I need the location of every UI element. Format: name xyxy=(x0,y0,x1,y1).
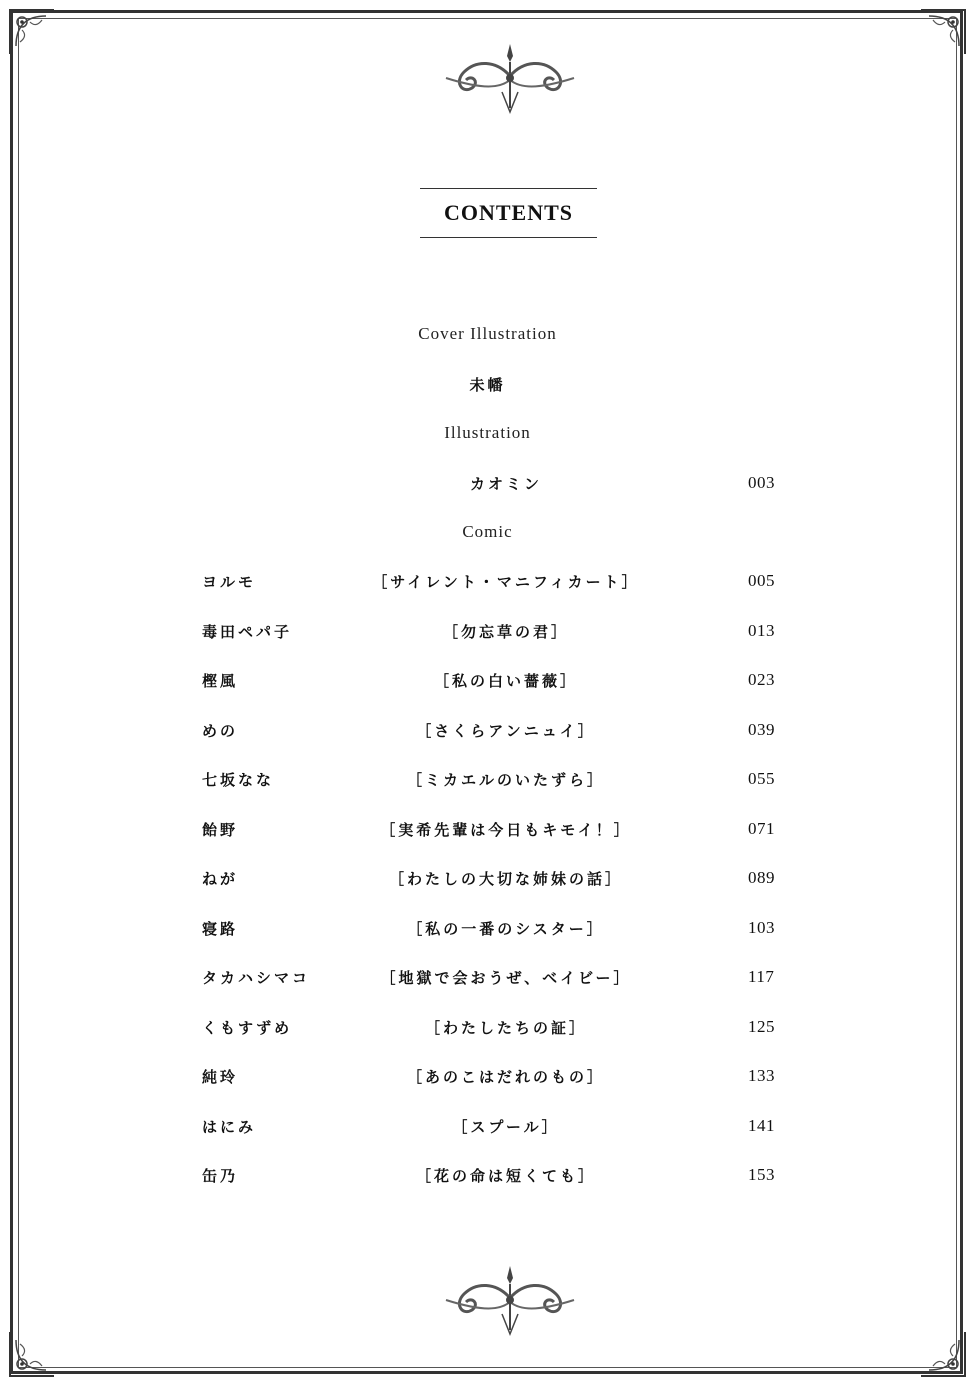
entry-title: ［勿忘草の君］ xyxy=(442,623,569,641)
page-number: 141 xyxy=(748,1116,775,1135)
entry-title: ［私の一番のシスター］ xyxy=(407,920,605,938)
entry-title: ［私の白い薔薇］ xyxy=(433,672,578,690)
list-item xyxy=(0,571,975,595)
entry-artist: くもすずめ xyxy=(202,1019,293,1037)
entry-title: ［ミカエルのいたずら］ xyxy=(406,771,605,789)
page-number: 055 xyxy=(748,769,775,788)
page-number: 039 xyxy=(748,720,775,739)
page-number: 071 xyxy=(748,819,775,838)
page-number: 089 xyxy=(748,868,775,887)
entry-title: ［花の命は短くても］ xyxy=(415,1167,596,1185)
list-item xyxy=(0,819,975,843)
page-number: 003 xyxy=(748,473,775,492)
entry-title: ［わたしの大切な姉妹の話］ xyxy=(388,870,623,888)
entry-title: ［さくらアンニュイ］ xyxy=(416,722,596,740)
list-item xyxy=(0,621,975,645)
entry-artist: めの xyxy=(202,722,239,740)
page-number: 133 xyxy=(748,1066,775,1085)
corner-ornament-icon xyxy=(917,1328,969,1380)
list-item xyxy=(0,720,975,744)
list-item xyxy=(0,769,975,793)
flourish-ornament-icon xyxy=(440,1264,580,1336)
list-item xyxy=(0,1116,975,1140)
list-item xyxy=(0,918,975,942)
list-item xyxy=(0,1165,975,1189)
page-number: 153 xyxy=(748,1165,775,1184)
illustration-label: Illustration xyxy=(444,423,531,442)
entry-artist: 七坂なな xyxy=(202,771,275,789)
entry-artist: 毒田ペパ子 xyxy=(202,623,293,641)
page-number: 023 xyxy=(748,670,775,689)
entry-artist: ねが xyxy=(202,870,239,888)
corner-ornament-icon xyxy=(6,1328,58,1380)
corner-ornament-icon xyxy=(6,6,58,58)
illustration-artist: カオミン xyxy=(469,475,542,493)
list-item xyxy=(0,967,975,991)
list-item xyxy=(0,670,975,694)
entry-artist: 樫風 xyxy=(202,672,239,690)
page-number: 117 xyxy=(748,967,775,986)
entry-artist: 純玲 xyxy=(202,1068,239,1086)
illustration-row xyxy=(0,473,975,497)
page-number: 125 xyxy=(748,1017,775,1036)
entry-title: ［地獄で会おうぜ、ベイビー］ xyxy=(380,969,632,987)
entry-title: ［実希先輩は今日もキモイ！］ xyxy=(380,821,632,839)
entry-title: ［サイレント・マニフィカート］ xyxy=(372,573,640,591)
entry-artist: ヨルモ xyxy=(202,573,257,591)
page-number: 103 xyxy=(748,918,775,937)
entry-title: ［スプール］ xyxy=(452,1118,560,1136)
entry-artist: 缶乃 xyxy=(202,1167,239,1185)
entry-artist: はにみ xyxy=(202,1118,257,1136)
entry-title: ［わたしたちの証］ xyxy=(424,1019,587,1037)
page-number: 005 xyxy=(748,571,775,590)
flourish-ornament-icon xyxy=(440,42,580,114)
page-title: CONTENTS xyxy=(443,200,574,225)
cover-illustration-label: Cover Illustration xyxy=(418,324,557,343)
list-item xyxy=(0,1066,975,1090)
comic-label: Comic xyxy=(462,522,513,541)
corner-ornament-icon xyxy=(917,6,969,58)
entry-title: ［あのこはだれのもの］ xyxy=(406,1068,605,1086)
cover-artist: 未幡 xyxy=(469,376,506,394)
entry-artist: 飴野 xyxy=(202,821,239,839)
contents-heading xyxy=(420,188,597,238)
page-number: 013 xyxy=(748,621,775,640)
entry-artist: タカハシマコ xyxy=(202,969,311,987)
list-item xyxy=(0,1017,975,1041)
list-item xyxy=(0,868,975,892)
entry-artist: 寝路 xyxy=(202,920,239,938)
